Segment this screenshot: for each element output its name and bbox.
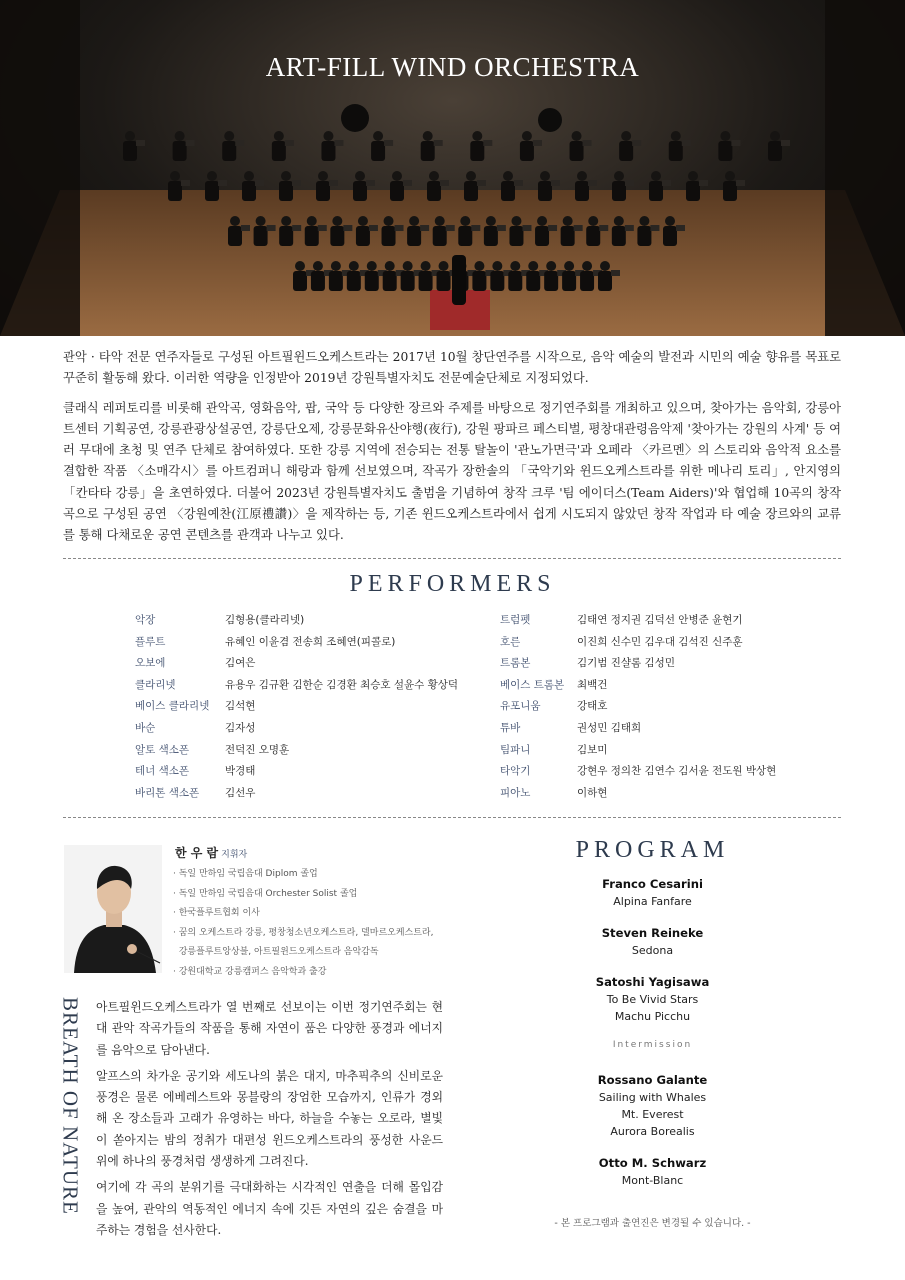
hero-photo bbox=[0, 0, 905, 336]
music-stand bbox=[533, 140, 542, 146]
musician-silhouette bbox=[256, 216, 266, 226]
musician-silhouette bbox=[423, 131, 433, 141]
conductor-name-text: 한 우 람 bbox=[175, 846, 219, 860]
role-label: 피아노 bbox=[500, 786, 531, 799]
role-label: 테너 색소폰 bbox=[135, 765, 190, 778]
music-stand bbox=[699, 180, 708, 186]
performer-names: 김태연 정지권 김덕선 안병준 윤현기 bbox=[577, 614, 743, 626]
music-stand bbox=[292, 225, 301, 231]
musician-silhouette bbox=[409, 216, 419, 226]
musician-silhouette bbox=[170, 171, 180, 181]
orchestra-photo-illustration bbox=[0, 0, 905, 336]
musician-silhouette bbox=[168, 181, 182, 201]
performer-row bbox=[135, 655, 495, 677]
music-stand bbox=[136, 140, 145, 146]
musician-silhouette bbox=[509, 226, 523, 246]
musician-silhouette bbox=[419, 271, 433, 291]
musician-silhouette bbox=[383, 271, 397, 291]
musician-silhouette bbox=[222, 141, 236, 161]
role-label: 트롬본 bbox=[500, 657, 531, 670]
musician-silhouette bbox=[460, 216, 470, 226]
music-stand bbox=[255, 180, 264, 186]
performer-row bbox=[500, 720, 840, 742]
musician-silhouette bbox=[207, 171, 217, 181]
musician-silhouette bbox=[725, 171, 735, 181]
piece-title: To Be Vivid Stars bbox=[606, 993, 699, 1006]
music-stand bbox=[781, 140, 790, 146]
piece-title: Alpina Fanfare bbox=[613, 895, 692, 908]
performer-names: 유용우 김규환 김한순 김경환 최승호 설윤수 황상덕 bbox=[225, 678, 459, 691]
performers-left-column bbox=[135, 612, 495, 806]
role-label: 클라리넷 bbox=[135, 678, 176, 691]
music-stand bbox=[318, 225, 327, 231]
breath-description bbox=[96, 997, 443, 1246]
composer-name: Steven Reineke bbox=[601, 926, 704, 940]
musician-silhouette bbox=[723, 181, 737, 201]
composer-name: Franco Cesarini bbox=[602, 877, 703, 891]
musician-silhouette bbox=[355, 171, 365, 181]
musician-silhouette bbox=[614, 216, 624, 226]
musician-silhouette bbox=[173, 141, 187, 161]
breath-title-vertical bbox=[58, 997, 82, 1229]
performer-names: 최백건 bbox=[577, 678, 608, 691]
role-label: 호른 bbox=[500, 635, 521, 648]
musician-silhouette bbox=[671, 131, 681, 141]
performer-names: 유혜인 이윤겸 전송희 조혜연(피콜로) bbox=[225, 635, 396, 648]
program-item bbox=[560, 974, 745, 1025]
musician-silhouette bbox=[367, 261, 377, 271]
performer-names: 김기범 진샬롬 김성민 bbox=[577, 657, 675, 670]
music-stand bbox=[662, 180, 671, 186]
musician-silhouette bbox=[175, 131, 185, 141]
music-stand bbox=[471, 225, 480, 231]
performer-row bbox=[500, 785, 840, 807]
musician-silhouette bbox=[437, 271, 451, 291]
music-stand bbox=[343, 225, 352, 231]
intermission-label: Intermission bbox=[612, 1040, 693, 1050]
bio-item: · 한국플루트협회 이사 bbox=[173, 908, 260, 918]
musician-silhouette bbox=[528, 261, 538, 271]
bio-item: · 독일 만하임 국립음대 Diplom 졸업 bbox=[173, 869, 318, 879]
musician-silhouette bbox=[295, 261, 305, 271]
music-stand bbox=[446, 225, 455, 231]
music-stand bbox=[292, 180, 301, 186]
musician-silhouette bbox=[508, 271, 522, 291]
musician-silhouette bbox=[244, 171, 254, 181]
music-stand bbox=[514, 180, 523, 186]
musician-silhouette bbox=[563, 216, 573, 226]
music-stand bbox=[574, 225, 583, 231]
musician-silhouette bbox=[651, 171, 661, 181]
musician-silhouette bbox=[718, 141, 732, 161]
music-stand bbox=[551, 180, 560, 186]
performer-row bbox=[135, 612, 495, 634]
musician-silhouette bbox=[561, 226, 575, 246]
musician-silhouette bbox=[242, 181, 256, 201]
performer-row bbox=[500, 742, 840, 764]
music-stand bbox=[285, 140, 294, 146]
divider bbox=[63, 558, 841, 559]
musician-silhouette bbox=[619, 141, 633, 161]
musician-silhouette bbox=[588, 216, 598, 226]
musician-silhouette bbox=[637, 226, 651, 246]
musician-silhouette bbox=[665, 216, 675, 226]
program-title: PROGRAM bbox=[575, 837, 730, 863]
musician-silhouette bbox=[486, 216, 496, 226]
musician-silhouette bbox=[316, 181, 330, 201]
program-item bbox=[560, 876, 745, 910]
role-label: 팀파니 bbox=[500, 743, 531, 756]
performer-row bbox=[135, 763, 495, 785]
musician-silhouette bbox=[311, 271, 325, 291]
piece-title: Sailing with Whales bbox=[598, 1091, 707, 1104]
musician-silhouette bbox=[546, 261, 556, 271]
performers-title: PERFORMERS bbox=[349, 571, 556, 597]
music-stand bbox=[599, 225, 608, 231]
musician-silhouette bbox=[330, 226, 344, 246]
music-stand bbox=[434, 140, 443, 146]
musician-silhouette bbox=[384, 216, 394, 226]
musician-silhouette bbox=[580, 271, 594, 291]
performer-row bbox=[500, 634, 840, 656]
musician-silhouette bbox=[365, 271, 379, 291]
performer-row bbox=[135, 677, 495, 699]
musician-silhouette bbox=[470, 141, 484, 161]
musician-silhouette bbox=[522, 131, 532, 141]
musician-silhouette bbox=[281, 171, 291, 181]
musician-silhouette bbox=[279, 226, 293, 246]
role-label: 타악기 bbox=[500, 765, 531, 778]
musician-silhouette bbox=[433, 226, 447, 246]
bio-item: · 독일 만하임 국립음대 Orchester Solist 졸업 bbox=[173, 888, 358, 899]
performer-names: 이하현 bbox=[577, 786, 608, 799]
breath-paragraph: 알프스의 차가운 공기와 세도나의 붉은 대지, 마추픽추의 신비로운 풍경은 물론 에베레스트와 몽블랑의 장엄한 모습까지, 인류가 경외해 온 장소들과 고래가 유영하는 바다, 하늘을 수놓는 오로라, 별빛이 쏟아지는 밤의 정취가 대편성 윈드오케스트라의 풍성한 사운드 위에 하나의 풍경처럼 생생하게 그려진다. bbox=[96, 1068, 443, 1169]
music-stand bbox=[384, 140, 393, 146]
role-label: 악장 bbox=[135, 614, 156, 626]
musician-silhouette bbox=[347, 271, 361, 291]
musician-silhouette bbox=[329, 271, 343, 291]
musician-silhouette bbox=[621, 131, 631, 141]
piece-title: Aurora Borealis bbox=[610, 1125, 695, 1138]
music-stand bbox=[497, 225, 506, 231]
music-stand bbox=[477, 180, 486, 186]
musician-silhouette bbox=[639, 216, 649, 226]
performer-names: 김석현 bbox=[225, 700, 256, 713]
role-label: 오보에 bbox=[135, 657, 166, 670]
musician-silhouette bbox=[125, 131, 135, 141]
musician-silhouette bbox=[686, 181, 700, 201]
musician-silhouette bbox=[421, 141, 435, 161]
performer-row bbox=[135, 742, 495, 764]
performer-row bbox=[135, 634, 495, 656]
performer-row bbox=[500, 655, 840, 677]
musician-silhouette bbox=[586, 226, 600, 246]
musician-silhouette bbox=[349, 261, 359, 271]
musician-silhouette bbox=[435, 216, 445, 226]
musician-silhouette bbox=[526, 271, 540, 291]
musician-silhouette bbox=[472, 271, 486, 291]
musician-silhouette bbox=[600, 261, 610, 271]
music-stand bbox=[731, 140, 740, 146]
music-stand bbox=[522, 225, 531, 231]
musician-silhouette bbox=[612, 226, 626, 246]
musician-silhouette bbox=[356, 226, 370, 246]
music-stand bbox=[420, 225, 429, 231]
musician-silhouette bbox=[510, 261, 520, 271]
bio-item: 강릉플루트앙상블, 아트필윈드오케스트라 음악감독 bbox=[173, 947, 379, 957]
performer-names: 이진희 신수민 김우대 김석진 신주훈 bbox=[577, 635, 743, 648]
musician-silhouette bbox=[612, 181, 626, 201]
musician-silhouette bbox=[492, 261, 502, 271]
conductor-role: 지휘자 bbox=[221, 850, 248, 860]
musician-silhouette bbox=[421, 261, 431, 271]
musician-silhouette bbox=[537, 216, 547, 226]
bio-item: · 꿈의 오케스트라 강릉, 평창청소년오케스트라, 델마르오케스트라, bbox=[173, 927, 434, 938]
musician-silhouette bbox=[490, 271, 504, 291]
role-label: 베이스 트롬본 bbox=[500, 678, 565, 691]
musician-silhouette bbox=[390, 181, 404, 201]
musician-silhouette bbox=[353, 181, 367, 201]
music-stand bbox=[583, 140, 592, 146]
musician-silhouette bbox=[307, 216, 317, 226]
music-stand bbox=[366, 180, 375, 186]
performer-names: 김형용(클라리넷) bbox=[225, 614, 305, 626]
piece-title: Sedona bbox=[631, 944, 674, 957]
music-stand bbox=[235, 140, 244, 146]
musician-silhouette bbox=[205, 181, 219, 201]
music-stand bbox=[267, 225, 276, 231]
performer-names: 김여은 bbox=[225, 657, 256, 670]
musician-silhouette bbox=[564, 261, 574, 271]
program-item bbox=[560, 1155, 745, 1189]
music-stand bbox=[682, 140, 691, 146]
musician-silhouette bbox=[577, 171, 587, 181]
music-stand bbox=[483, 140, 492, 146]
musician-silhouette bbox=[501, 181, 515, 201]
musician-silhouette bbox=[538, 181, 552, 201]
musician-silhouette bbox=[318, 171, 328, 181]
performer-row bbox=[135, 698, 495, 720]
musician-silhouette bbox=[458, 226, 472, 246]
program-item bbox=[560, 925, 745, 959]
piece-title: Machu Picchu bbox=[614, 1010, 691, 1023]
music-stand bbox=[186, 140, 195, 146]
composer-name: Satoshi Yagisawa bbox=[595, 975, 710, 989]
role-label: 유포니움 bbox=[500, 700, 541, 713]
musician-silhouette bbox=[392, 171, 402, 181]
role-label: 튜바 bbox=[500, 721, 521, 734]
musician-silhouette bbox=[123, 141, 137, 161]
musician-silhouette bbox=[484, 226, 498, 246]
musician-silhouette bbox=[279, 181, 293, 201]
musician-silhouette bbox=[293, 271, 307, 291]
musician-silhouette bbox=[520, 141, 534, 161]
role-label: 트럼펫 bbox=[500, 614, 531, 626]
musician-silhouette bbox=[572, 131, 582, 141]
role-label: 플루트 bbox=[135, 635, 166, 648]
musician-silhouette bbox=[429, 171, 439, 181]
intro-text bbox=[63, 347, 841, 555]
performer-row bbox=[500, 612, 840, 634]
musician-silhouette bbox=[313, 261, 323, 271]
music-stand bbox=[650, 225, 659, 231]
musician-silhouette bbox=[562, 271, 576, 291]
performer-names: 김보미 bbox=[577, 743, 608, 756]
musician-silhouette bbox=[770, 131, 780, 141]
composer-name: Rossano Galante bbox=[597, 1073, 708, 1087]
breath-paragraph: 아트필윈드오케스트라가 열 번째로 선보이는 이번 정기연주회는 현대 관악 작곡가들의 작품을 통해 자연이 품은 다양한 풍경과 에너지를 음악으로 담아낸다. bbox=[96, 1000, 443, 1057]
performer-row bbox=[500, 677, 840, 699]
musician-silhouette bbox=[688, 171, 698, 181]
music-stand bbox=[625, 225, 634, 231]
musician-silhouette bbox=[358, 216, 368, 226]
musician-silhouette bbox=[427, 181, 441, 201]
program-note: - 본 프로그램과 출연진은 변경될 수 있습니다. - bbox=[554, 1218, 751, 1229]
performer-names: 강현우 정의찬 김연수 김서윤 전도원 박상현 bbox=[577, 765, 777, 778]
performer-names: 박경태 bbox=[225, 765, 256, 778]
performer-names: 김선우 bbox=[225, 786, 256, 799]
musician-silhouette bbox=[582, 261, 592, 271]
music-stand bbox=[241, 225, 250, 231]
music-stand bbox=[676, 225, 685, 231]
conductor-photo bbox=[64, 845, 162, 973]
role-label: 바순 bbox=[135, 721, 156, 734]
musician-silhouette bbox=[649, 181, 663, 201]
musician-silhouette bbox=[224, 131, 234, 141]
musician-silhouette bbox=[382, 226, 396, 246]
music-stand bbox=[736, 180, 745, 186]
musician-silhouette bbox=[274, 131, 284, 141]
performer-row bbox=[500, 763, 840, 785]
musician-silhouette bbox=[401, 271, 415, 291]
piece-title: Mt. Everest bbox=[621, 1108, 684, 1121]
music-stand bbox=[632, 140, 641, 146]
role-label: 바리톤 색소폰 bbox=[135, 786, 200, 799]
music-stand bbox=[625, 180, 634, 186]
musician-silhouette bbox=[403, 261, 413, 271]
music-stand bbox=[440, 180, 449, 186]
musician-silhouette bbox=[544, 271, 558, 291]
musician-silhouette bbox=[466, 171, 476, 181]
music-stand bbox=[588, 180, 597, 186]
performer-row bbox=[135, 720, 495, 742]
breath-title: BREATH OF NATURE bbox=[58, 997, 83, 1215]
music-stand bbox=[548, 225, 557, 231]
musician-silhouette bbox=[331, 261, 341, 271]
musician-silhouette bbox=[407, 226, 421, 246]
piece-title: Mont-Blanc bbox=[621, 1174, 684, 1187]
musician-silhouette bbox=[511, 216, 521, 226]
program-section bbox=[560, 836, 745, 1204]
divider bbox=[63, 817, 841, 818]
musician-silhouette bbox=[535, 226, 549, 246]
musician-silhouette bbox=[720, 131, 730, 141]
performer-names: 권성민 김태희 bbox=[577, 721, 642, 734]
musician-silhouette bbox=[332, 216, 342, 226]
musician-silhouette bbox=[540, 171, 550, 181]
conductor-bio bbox=[173, 865, 434, 982]
breath-paragraph: 여기에 각 곡의 분위기를 극대화하는 시각적인 연출을 더해 몰입감을 높여, 관악의 역동적인 에너지 속에 깃든 자연의 깊은 숨결을 마주하는 경험을 선사한다. bbox=[96, 1180, 443, 1237]
music-stand bbox=[181, 180, 190, 186]
conductor-silhouette bbox=[452, 255, 466, 305]
intro-paragraph: 관악 · 타악 전문 연주자들로 구성된 아트필윈드오케스트라는 2017년 10월 창단연주를 시작으로, 음악 예술의 발전과 시민의 예술 향유를 목표로 꾸준히 활동해 왔다. 이러한 역량을 인정받아 2019년 강원특별자치도 전문예술단체로 지정되었다. bbox=[63, 350, 841, 386]
music-stand bbox=[329, 180, 338, 186]
musician-silhouette bbox=[323, 131, 333, 141]
musician-silhouette bbox=[371, 141, 385, 161]
musician-silhouette bbox=[321, 141, 335, 161]
performer-names: 전덕진 오명훈 bbox=[225, 743, 290, 756]
role-label: 베이스 클라리넷 bbox=[135, 700, 210, 713]
performer-row bbox=[500, 698, 840, 720]
musician-silhouette bbox=[598, 271, 612, 291]
hero-title: ART-FILL WIND ORCHESTRA bbox=[265, 52, 640, 82]
musician-silhouette bbox=[385, 261, 395, 271]
music-stand bbox=[403, 180, 412, 186]
music-stand bbox=[611, 270, 620, 276]
musician-silhouette bbox=[281, 216, 291, 226]
composer-name: Otto M. Schwarz bbox=[598, 1156, 707, 1170]
musician-silhouette bbox=[305, 226, 319, 246]
musician-silhouette bbox=[230, 216, 240, 226]
musician-silhouette bbox=[614, 171, 624, 181]
musician-silhouette bbox=[472, 131, 482, 141]
musician-silhouette bbox=[575, 181, 589, 201]
musician-silhouette bbox=[254, 226, 268, 246]
performers-right-column bbox=[500, 612, 840, 806]
music-stand bbox=[334, 140, 343, 146]
musician-silhouette bbox=[663, 226, 677, 246]
musician-silhouette bbox=[768, 141, 782, 161]
musician-silhouette bbox=[439, 261, 449, 271]
musician-silhouette bbox=[272, 141, 286, 161]
role-label: 알토 색소폰 bbox=[135, 743, 190, 756]
music-stand bbox=[218, 180, 227, 186]
musician-silhouette bbox=[464, 181, 478, 201]
musician-silhouette bbox=[570, 141, 584, 161]
musician-silhouette bbox=[228, 226, 242, 246]
performer-names: 강태호 bbox=[577, 700, 608, 713]
musician-silhouette bbox=[503, 171, 513, 181]
bio-item: · 강원대학교 강릉캠퍼스 음악학과 출강 bbox=[173, 966, 327, 977]
program-item bbox=[560, 1072, 745, 1140]
musician-silhouette bbox=[474, 261, 484, 271]
conductor-name bbox=[175, 844, 247, 861]
music-stand bbox=[395, 225, 404, 231]
intro-paragraph: 클래식 레퍼토리를 비롯해 관악곡, 영화음악, 팝, 국악 등 다양한 장르와 주제를 바탕으로 정기연주회를 개최하고 있으며, 찾아가는 음악회, 강릉아트센터 기획공연, 강릉관광상설공연, 강릉단오제, 강릉문화유산야행(夜行), 강원 팡파르 페스티벌, 평창대관령음악제 '찾아가는 강원의 사계' 등 여러 무대에 초청 및 연주 단체로 참여하였다. 또한 강릉 지역에 전승되는 전통 탈놀이 '관노가면극'과 오페라 〈카르멘〉의 스토리와 음악적 요소를 결합한 작품 〈소매각시〉를 아트컴퍼니 해랑과 함께 선보였으며, 작곡가 장한솔의 「국악기와 윈드오케스트라를 위한 메나리 토리」, 안지영의 「칸타타 강릉」을 초연하였다. 더불어 2023년 강원특별자치도 출범을 기념하여 창작 크루 '팀 에이더스(Team Aiders)'와 협업해 10곡의 창작곡으로 구성된 공연 〈강원예찬(江原禮讚)〉을 제작하는 등, 기존 윈드오케스트라에서 쉽게 시도되지 않았던 창작 작업과 타 예술 장르와의 교류를 통해 다채로운 공연 콘텐츠를 관객과 나누고 있다. bbox=[63, 400, 841, 543]
performer-names: 김자성 bbox=[225, 721, 256, 734]
musician-silhouette bbox=[669, 141, 683, 161]
musician-silhouette bbox=[373, 131, 383, 141]
performer-row bbox=[135, 785, 495, 807]
music-stand bbox=[369, 225, 378, 231]
